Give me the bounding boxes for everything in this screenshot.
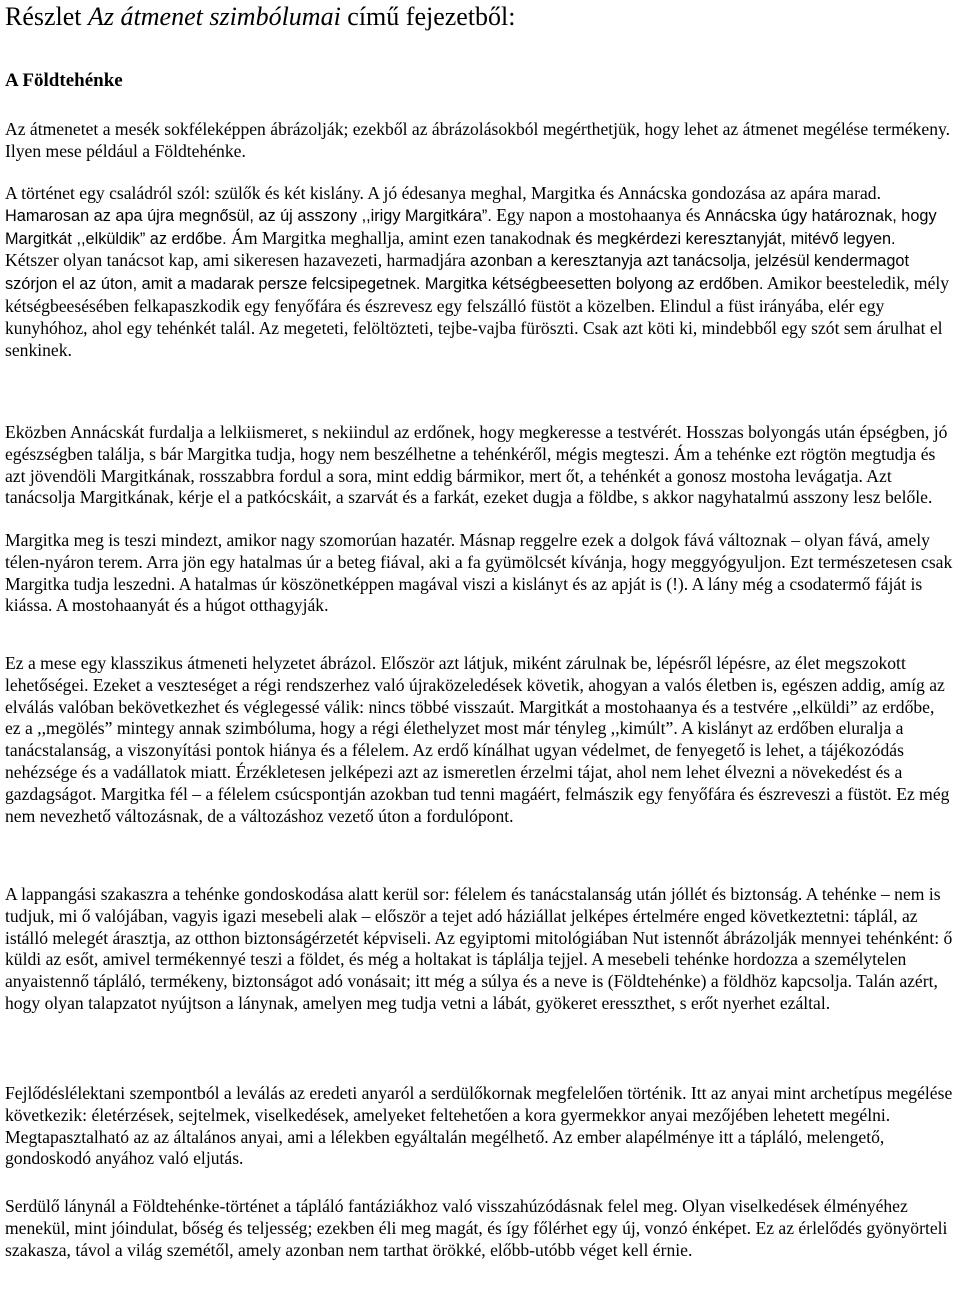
- paragraph-text-segment: Egy napon a mostohaanya és: [491, 204, 705, 225]
- paragraph-text-segment: Az átmenetet a mesék sokféleképpen ábrázolják; ezekből az ábrázolásokból megérthetjük, hogy lehet az átmenet megélése termékeny. Ilyen mese például a Földtehénke.: [5, 119, 951, 161]
- paragraph-analysis-3: [5, 1083, 953, 1170]
- title-prefix: Részlet: [5, 2, 89, 31]
- paragraph-text-segment: Annácska úgy határoznak, hogy Margitkát ,,elküldik” az erdőbe.: [5, 206, 937, 248]
- paragraph-text-segment: Amikor beesteledik, mély kétségbeesésében felkapaszkodik egy fenyőfára és észrevesz egy felszálló füstöt a közelben. Elindul a füst irányába, elér egy kunyhóhoz, ahol egy tehénkét talál. Az megeteti, felöltözteti, tejbe-vajba füröszti. Csak azt köti ki, mindebből egy szót sem árulhat el senkinek.: [5, 273, 950, 360]
- paragraph-text-segment: A történet egy családról szól: szülők és két kislány. A jó édesanya meghal, Margitka és Annácska gondozása az apára marad.: [5, 183, 881, 203]
- paragraph-analysis-4: [5, 1196, 953, 1261]
- paragraph-text-segment: Eközben Annácskát furdalja a lelkiismeret, s nekiindul az erdőnek, hogy megkeresse a testvérét. Hosszas bolyongás után épségben, jó egészségben találja, s bár Margitka tudja, hogy nem beszélhetne a tehénkéről, mégis megteszi. Ám a tehénke ezt rögtön megtudja és azt jövendöli Margitkának, rosszabbra fordul a sora, mint eddig bármikor, mert őt, a tehénkét a gonosz mostoha levágatja. Azt tanácsolja Margitkának, kérje el a patkócskáit, a szarvát és a farkát, ezeket dugja a földbe, s akkor nagyhatalmú asszony lesz belőle.: [5, 422, 948, 508]
- paragraph-story-part-1: [5, 183, 953, 361]
- paragraph-story-part-3: [5, 530, 953, 617]
- paragraph-text-segment: Hamarosan az apa újra megnősül, az új asszony ,,irigy Margitkára”.: [5, 206, 492, 225]
- title-italic-book-name: Az átmenet szimbólumai: [88, 2, 341, 31]
- paragraph-text-segment: Serdülő lánynál a Földtehénke-történet a tápláló fantáziákhoz való visszahúzódásnak felel meg. Olyan viselkedések élményéhez menekül, mint jóindulat, bőség és teljesség; ezekben éli meg magát, és így főlérhet egy új, vonzó énképet. Ez az érlelődés gyönyörteli szakasza, távol a világ szemétől, amely azonban nem tarthat örökké, előbb-utóbb véget kell érnie.: [5, 1196, 948, 1260]
- paragraph-story-part-2: [5, 422, 953, 509]
- paragraph-text-segment: Ám Margitka meghallja, amint ezen tanakodnak: [226, 227, 576, 248]
- page-title: [5, 0, 516, 34]
- title-suffix: című fejezetből:: [340, 2, 516, 31]
- paragraph-text-segment: és megkérdezi keresztanyját, mitévő legyen.: [575, 229, 896, 248]
- paragraph-text-segment: azonban a keresztanyja azt tanácsolja, jelzésül kendermagot szórjon el az úton, amit a madarak persze felcsipegetnek. Margitka kétségbeesetten bolyong az erdőben.: [5, 252, 909, 294]
- paragraph-text-segment: Margitka meg is teszi mindezt, amikor nagy szomorúan hazatér. Másnap reggelre ezek a dolgok fává változnak – olyan fává, amely télen-nyáron terem. Arra jön egy hatalmas úr a beteg fiával, aki a fa gyümölcsét kívánja, hogy meggyógyuljon. Ezt természetesen csak Margitka tudja leszedni. A hatalmas úr köszönetképpen magával viszi a kislányt és az apját is (!). A lány még a csodatermő fáját is kiássa. A mostohaanyát és a húgot otthagyják.: [5, 530, 953, 616]
- paragraph-intro: [5, 119, 953, 163]
- section-heading: A Földtehénke: [5, 70, 123, 91]
- paragraph-text-segment: Kétszer olyan tanácsot kap, ami sikeresen hazavezeti, harmadjára: [5, 250, 471, 271]
- paragraph-text-segment: Fejlődéslélektani szempontból a leválás az eredeti anyaról a serdülőkornak megfelelően történik. Itt az anyai mint archetípus megélése következik: életérzések, sejtelmek, viselkedések, amelyeket feltehetően a kora gyermekkor anyai mezőjében lehetett megélni. Megtapasztalható az az általános anyai, ami a lélekben egyáltalán megélhető. Az ember alapélménye itt a tápláló, melengető, gondoskodó anyához való eljutás.: [5, 1083, 953, 1169]
- paragraph-text-segment: Ez a mese egy klasszikus átmeneti helyzetet ábrázol. Először azt látjuk, miként zárulnak be, lépésről lépésre, az élet megszokott lehetőségei. Ezeket a veszteséget a régi rendszerhez való újraközeledések követik, ahogyan a valós életben is, egészen addig, amíg az elválás valóban bekövetkezhet és véglegessé válik: nincs többé visszaút. Margitkát a mostohaanya és a testvére ,,elküldi” az erdőbe, ez a ,,megölés” mintegy annak szimbóluma, hogy a régi élethelyzet most már tényleg ,,kimúlt”. A kislányt az erdőben eluralja a tanácstalanság, a viszonyítási pontok hiánya és a félelem. Az erdő kínálhat ugyan védelmet, de fenyegető is lehet, a tájékozódás nehézsége és a vadállatok miatt. Érzékletesen jelképezi azt az ismeretlen érzelmi tájat, ahol nem lehet élvezni a növekedést és a gazdagságot. Margitka fél – a félelem csúcspontján azokban tud tenni magáért, felmászik egy fenyőfára és észreveszi a füstöt. Ez még nem nevezhető változásnak, de a változáshoz vezető úton a fordulópont.: [5, 653, 950, 826]
- paragraph-analysis-1: [5, 653, 953, 827]
- paragraph-text-segment: A lappangási szakaszra a tehénke gondoskodása alatt kerül sor: félelem és tanácstalanság után jóllét és biztonság. A tehénke – nem is tudjuk, mi ő valójában, vagyis igazi mesebeli alak – először a tejet adó háziállat jelképes értelmére enged következtetni: táplál, az istálló melegét árasztja, az otthon biztonságérzetét képviseli. Az egyiptomi mitológiában Nut istennőt ábrázolják mennyei tehénként: ő küldi az esőt, amivel termékennyé teszi a földet, és még a holtakat is táplálja tejjel. A mesebeli tehénke hordozza a személytelen anyaistennő tápláló, termékeny, biztonságot adó vonásait; itt még a súlya és a neve is (Földtehénke) a földhöz kapcsolja. Talán azért, hogy olyan talapzatot nyújtson a lánynak, amelyen meg tudja vetni a lábát, gyökeret eresszthet, s erőt nyerhet ezáltal.: [5, 884, 953, 1013]
- paragraph-analysis-2: [5, 884, 953, 1015]
